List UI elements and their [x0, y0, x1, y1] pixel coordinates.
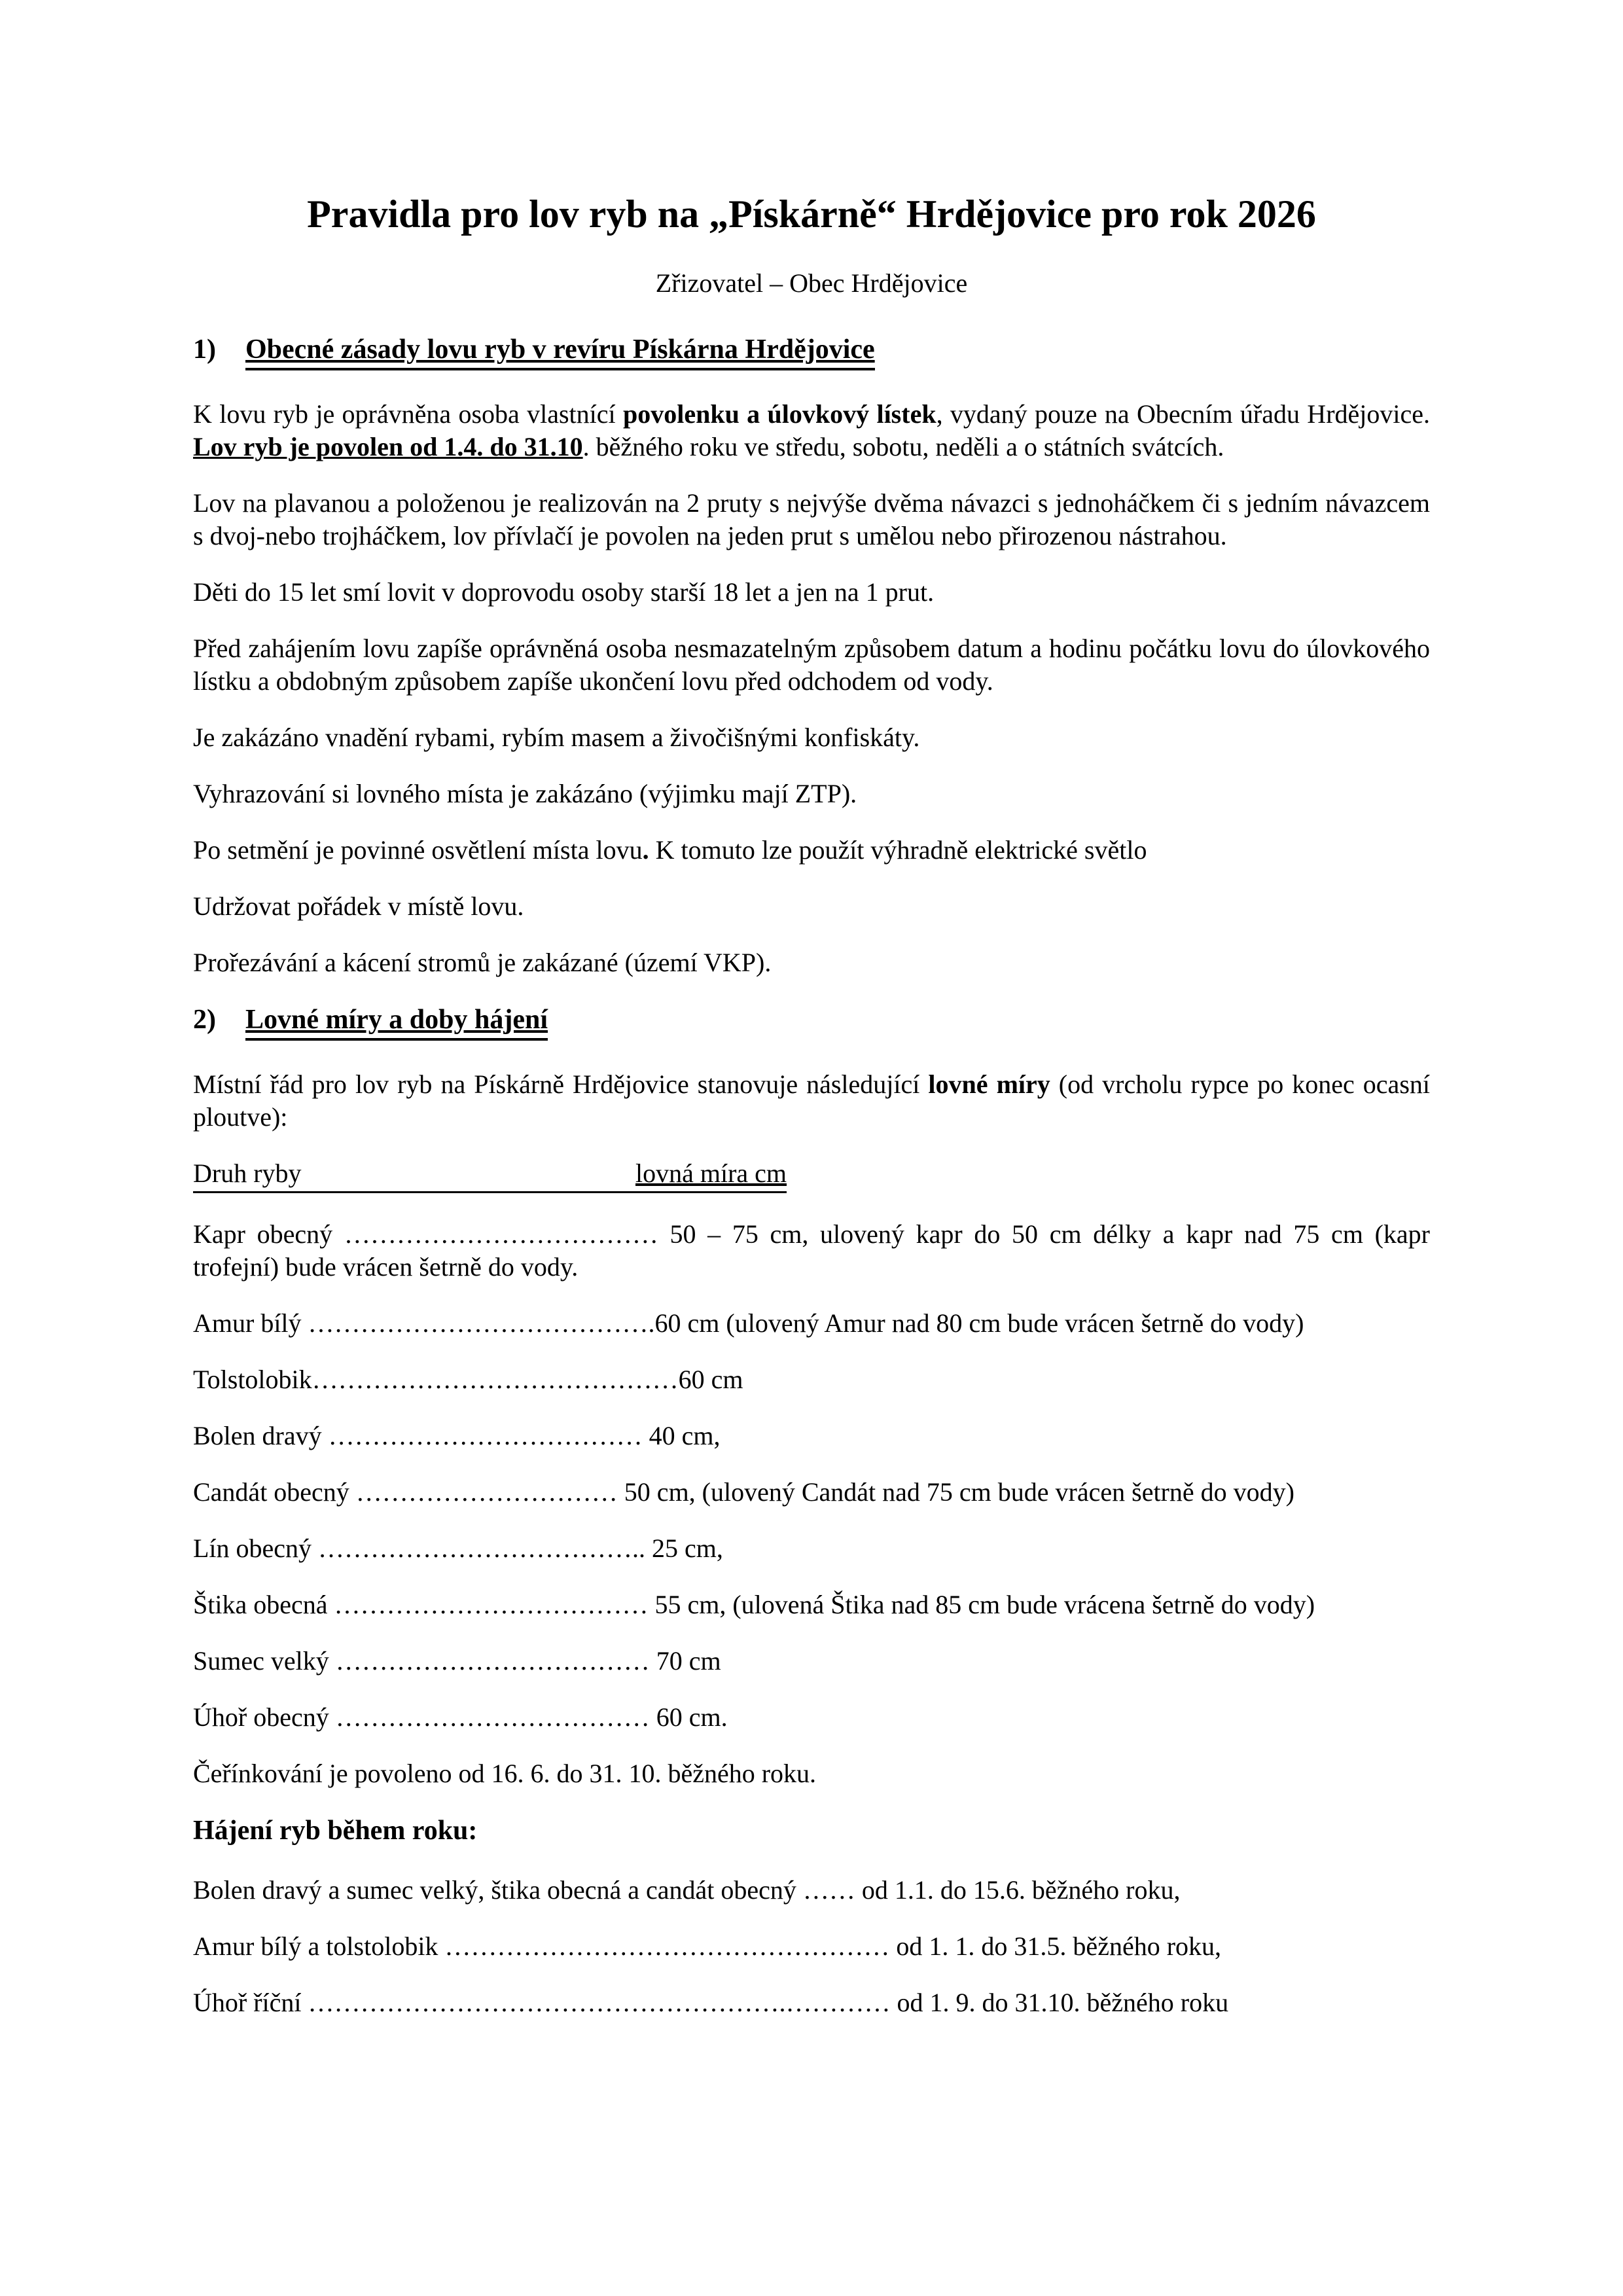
text-run: (od vrcholu rypce po konec ocasní ploutve):: [193, 1069, 1430, 1132]
text-run: Místní řád pro lov ryb na Pískárně Hrdějovice stanovuje následující: [193, 1069, 929, 1099]
fish-size-row-amur: Amur bílý ………………………………….60 cm (ulovený Amur nad 80 cm bude vrácen šetrně do vody): [193, 1308, 1304, 1338]
column-header-species: Druh ryby: [193, 1158, 302, 1188]
section-2-title: Lovné míry a doby hájení: [245, 1003, 548, 1041]
paragraph-rod-rules: Lov na plavanou a položenou je realizován na 2 pruty s nejvýše dvěma návazci s jednoháčkem či s jedním návazcem s dvoj-nebo trojháčkem, lov přívlačí je povolen na jeden prut s umělou nebo přirozenou nástrahou.: [193, 488, 1430, 550]
size-table-header-underline: [193, 1157, 787, 1193]
closed-season-row-amur-tolstolobik: Amur bílý a tolstolobik …………………………………………… od 1. 1. do 31.5. běžného roku,: [193, 1931, 1222, 1961]
paragraph-children-rule: Děti do 15 let smí lovit v doprovodu osoby starší 18 let a jen na 1 prut.: [193, 577, 935, 607]
page-subtitle: Zřizovatel – Obec Hrdějovice: [655, 268, 968, 298]
text-run: K lovu ryb je oprávněna osoba vlastnící: [193, 399, 623, 429]
paragraph-permit-rules: [193, 398, 1430, 463]
page-title: Pravidla pro lov ryb na „Pískárně“ Hrdějovice pro rok 2026: [307, 192, 1316, 236]
closed-season-row-uhor: Úhoř říční ……………………………………………….………… od 1. 9. do 31.10. běžného roku: [193, 1988, 1229, 2017]
paragraph-logging-rule: Před zahájením lovu zapíše oprávněná osoba nesmazatelným způsobem datum a hodinu počátku lovu do úlovkového lístku a obdobným způsobem zapíše ukončení lovu před odchodem od vody.: [193, 634, 1430, 696]
text-run-bold-underline: Lov ryb je povolen od 1.4. do 31.10: [193, 432, 583, 461]
paragraph-baiting-ban: Je zakázáno vnadění rybami, rybím masem a živočišnými konfiskáty.: [193, 723, 920, 752]
section-1-number: 1): [193, 334, 216, 365]
fish-size-row-lin: Lín obecný ……………………………….. 25 cm,: [193, 1534, 723, 1563]
fish-size-row-uhor: Úhoř obecný ……………………………… 60 cm.: [193, 1702, 728, 1732]
section-1-title: Obecné zásady lovu ryb v revíru Pískárna Hrdějovice: [245, 332, 875, 370]
section-1-heading: [193, 332, 1430, 370]
section-2-heading: [193, 1003, 1430, 1041]
fish-size-row-tolstolobik: Tolstolobik……………………………………60 cm: [193, 1365, 743, 1394]
text-run-bold: povolenku a úlovkový lístek: [622, 399, 936, 429]
fish-size-row-candat: Candát obecný ………………………… 50 cm, (ulovený Candát nad 75 cm bude vrácen šetrně do vody): [193, 1477, 1294, 1507]
paragraph-cerinkovani: Čeřínkování je povoleno od 16. 6. do 31. 10. běžného roku.: [193, 1759, 817, 1788]
closed-season-heading: Hájení ryb během roku:: [193, 1816, 478, 1846]
text-run: , vydaný pouze na Obecním úřadu Hrdějovice.: [936, 399, 1431, 429]
fish-size-row-sumec: Sumec velký ……………………………… 70 cm: [193, 1646, 721, 1676]
size-table-header: [193, 1157, 1430, 1193]
fish-size-row-kapr: Kapr obecný ……………………………… 50 – 75 cm, ulovený kapr do 50 cm délky a kapr nad 75 cm (kapr trofejní) bude vrácen šetrně do vody.: [193, 1219, 1430, 1282]
text-run: . běžného roku ve středu, sobotu, neděli a o státních svátcích.: [582, 432, 1224, 461]
paragraph-spot-reservation-ban: Vyhrazování si lovného místa je zakázáno (výjimku mají ZTP).: [193, 779, 857, 808]
column-header-size: lovná míra cm: [635, 1158, 787, 1188]
section-2-number: 2): [193, 1005, 216, 1035]
fish-size-row-bolen: Bolen dravý ……………………………… 40 cm,: [193, 1421, 721, 1450]
closed-season-row-predators: Bolen dravý a sumec velký, štika obecná a candát obecný …… od 1.1. do 15.6. běžného roku,: [193, 1875, 1181, 1905]
text-run: Po setmění je povinné osvětlení místa lovu: [193, 835, 643, 865]
text-run-bold: .: [642, 835, 649, 865]
text-run: K tomuto lze použít výhradně elektrické světlo: [649, 835, 1147, 865]
paragraph-keep-order: Udržovat pořádek v místě lovu.: [193, 891, 524, 921]
paragraph-size-intro: [193, 1068, 1430, 1134]
paragraph-tree-cutting-ban: Prořezávání a kácení stromů je zakázané (území VKP).: [193, 948, 772, 977]
fish-size-row-stika: Štika obecná ……………………………… 55 cm, (ulovená Štika nad 85 cm bude vrácena šetrně do vody): [193, 1590, 1315, 1619]
paragraph-night-lighting: [193, 834, 1430, 867]
text-run-bold: lovné míry: [928, 1069, 1050, 1099]
